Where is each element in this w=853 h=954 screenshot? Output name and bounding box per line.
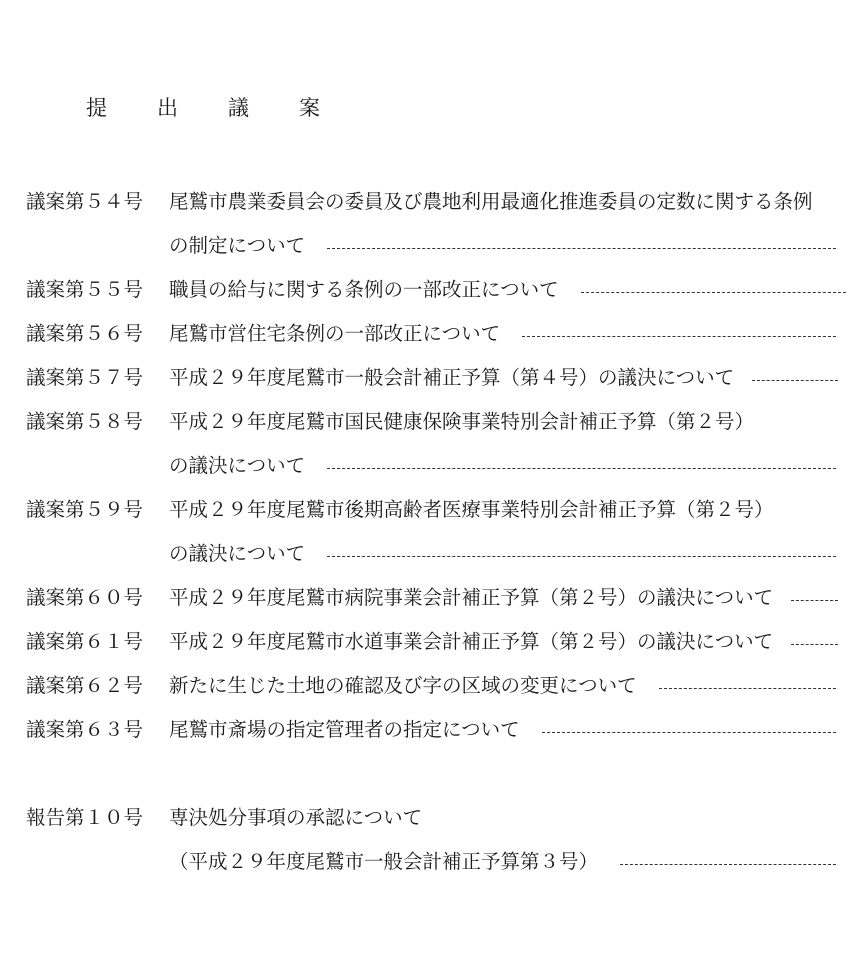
- report-item-continuation: [26, 840, 846, 884]
- agenda-list: [26, 180, 846, 884]
- page-title: 提出議案: [86, 96, 370, 120]
- dotted-leader: [791, 644, 838, 645]
- item-title: 平成２９年度尾鷲市一般会計補正予算（第４号）の議決について: [169, 366, 735, 389]
- list-item: [26, 708, 846, 752]
- item-title-continuation: の議決について: [169, 454, 306, 477]
- dotted-leader: [327, 248, 836, 249]
- item-number: 議案第５６号: [26, 322, 144, 345]
- list-item-continuation: [26, 444, 846, 488]
- item-number: 議案第６０号: [26, 586, 144, 609]
- list-item: [26, 356, 846, 400]
- item-title: 職員の給与に関する条例の一部改正について: [169, 278, 559, 301]
- list-item: [26, 180, 846, 224]
- report-title: 専決処分事項の承認について: [169, 806, 423, 829]
- dotted-leader: [327, 468, 836, 469]
- dotted-leader: [581, 292, 846, 293]
- item-title: 平成２９年度尾鷲市国民健康保険事業特別会計補正予算（第２号）: [169, 410, 755, 433]
- list-item: [26, 664, 846, 708]
- list-item-continuation: [26, 224, 846, 268]
- item-title-continuation: の議決について: [169, 542, 306, 565]
- item-title-continuation: の制定について: [169, 234, 306, 257]
- item-title: 尾鷲市営住宅条例の一部改正について: [169, 322, 501, 345]
- list-item: [26, 400, 846, 444]
- dotted-leader: [327, 556, 836, 557]
- item-title: 新たに生じた土地の確認及び字の区域の変更について: [169, 674, 637, 697]
- item-number: 議案第５８号: [26, 410, 144, 433]
- dotted-leader: [791, 600, 838, 601]
- list-item: [26, 488, 846, 532]
- list-item-continuation: [26, 532, 846, 576]
- item-number: 議案第６２号: [26, 674, 144, 697]
- report-number: 報告第１０号: [26, 806, 144, 829]
- item-title: 平成２９年度尾鷲市後期高齢者医療事業特別会計補正予算（第２号）: [169, 498, 774, 521]
- list-item: [26, 576, 846, 620]
- item-number: 議案第５４号: [26, 190, 144, 213]
- dotted-leader: [752, 380, 838, 381]
- item-number: 議案第６３号: [26, 718, 144, 741]
- item-title: 平成２９年度尾鷲市病院事業会計補正予算（第２号）の議決について: [169, 586, 774, 609]
- dotted-leader: [542, 732, 836, 733]
- report-title-continuation: （平成２９年度尾鷲市一般会計補正予算第３号）: [169, 850, 599, 873]
- item-number: 議案第５９号: [26, 498, 144, 521]
- item-title: 尾鷲市斎場の指定管理者の指定について: [169, 718, 520, 741]
- report-item: [26, 796, 846, 840]
- dotted-leader: [620, 864, 836, 865]
- list-item: [26, 268, 846, 312]
- item-title: 尾鷲市農業委員会の委員及び農地利用最適化推進委員の定数に関する条例: [169, 190, 813, 213]
- dotted-leader: [522, 336, 836, 337]
- item-number: 議案第５７号: [26, 366, 144, 389]
- list-item: [26, 620, 846, 664]
- item-number: 議案第６１号: [26, 630, 144, 653]
- list-item: [26, 312, 846, 356]
- item-number: 議案第５５号: [26, 278, 144, 301]
- dotted-leader: [659, 688, 836, 689]
- item-title: 平成２９年度尾鷲市水道事業会計補正予算（第２号）の議決について: [169, 630, 774, 653]
